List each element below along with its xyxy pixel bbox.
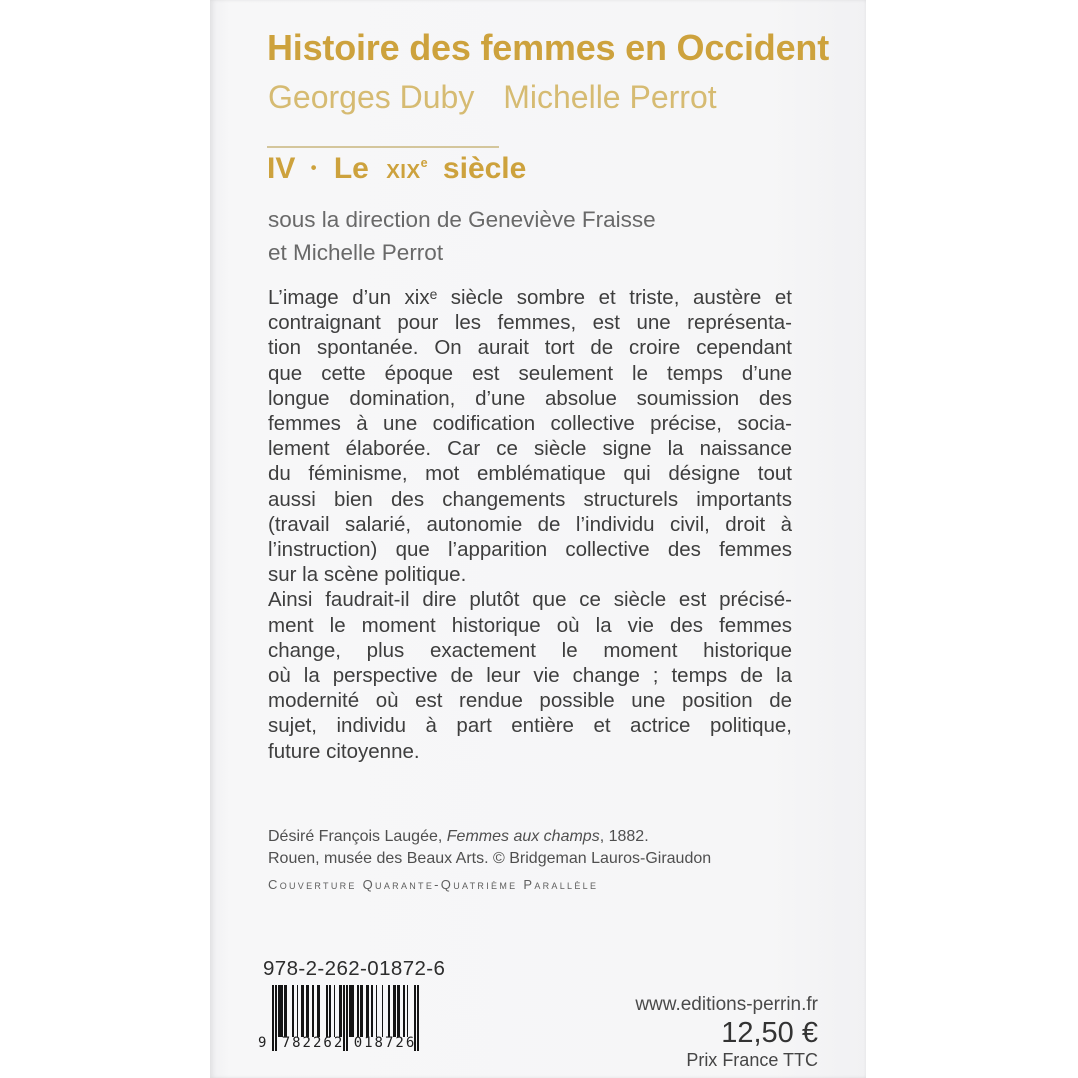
body-line: L’image d’un xixᵉ siècle sombre et triste, austère et — [268, 286, 792, 309]
book-authors — [268, 79, 717, 116]
editors-line2: et Michelle Perrot — [268, 240, 444, 265]
publisher-website: www.editions-perrin.fr — [635, 994, 818, 1015]
editors-block — [268, 203, 656, 269]
gold-divider — [267, 146, 499, 148]
body-line: Ainsi faudrait-il dire plutôt que ce siècle est précisé- — [268, 588, 792, 612]
body-line: aussi bien des changements structurels importants — [268, 487, 792, 511]
barcode-group2: 018726 — [353, 1035, 417, 1051]
volume-number: IV — [267, 152, 296, 185]
image-credit — [268, 826, 711, 869]
body-line: sujet, individu à part entière et actrice politique, — [268, 714, 792, 738]
credit-year: , 1882. — [599, 828, 649, 845]
body-line: lement élaborée. Car ce siècle signe la naissance — [268, 437, 792, 461]
credit-artist: Désiré François Laugée, — [268, 828, 447, 845]
back-cover-text — [268, 285, 792, 764]
body-line: modernité où est rendue possible une position de — [268, 689, 792, 713]
image-credit-line2: Rouen, musée des Beaux Arts. © Bridgeman Lauros-Giraudon — [268, 849, 712, 867]
barcode-lead-digit: 9 — [258, 1035, 267, 1051]
barcode — [258, 985, 422, 1057]
cover-design-credit: Couverture Quarante-Quatrième Parallèle — [268, 877, 599, 892]
barcode-group1: 782262 — [281, 1035, 345, 1051]
body-line: où la perspective de leur vie change ; temps de la — [268, 664, 792, 688]
volume-heading — [267, 152, 526, 186]
price: 12,50 € — [721, 1017, 818, 1049]
body-line: sur la scène politique. — [268, 563, 467, 587]
body-line: tion spontanée. On aurait tort de croire cependant — [268, 336, 792, 360]
body-line: femmes à une codification collective précise, socia- — [268, 412, 792, 436]
body-line: longue domination, d’une absolue soumission des — [268, 386, 792, 410]
isbn-number: 978-2-262-01872-6 — [263, 957, 446, 980]
volume-article: Le — [333, 152, 369, 185]
author-duby: Georges Duby — [268, 79, 475, 115]
book-back-cover — [210, 0, 866, 1078]
century-ordinal: e — [420, 156, 428, 170]
volume-century: XIX — [386, 161, 421, 183]
body-line: ment le moment historique où la vie des femmes — [268, 613, 792, 637]
body-line: du féminisme, mot emblématique qui désigne tout — [268, 462, 792, 486]
author-perrot: Michelle Perrot — [503, 79, 717, 115]
bullet-separator: • — [310, 159, 317, 178]
credit-artwork-title: Femmes aux champs — [446, 828, 600, 845]
editors-line1: sous la direction de Geneviève Fraisse — [268, 207, 656, 232]
book-title: Histoire des femmes en Occident — [267, 27, 829, 68]
image-credit-line1 — [268, 826, 711, 848]
body-line: change, plus exactement le moment historique — [268, 638, 792, 662]
body-line: que cette époque est seulement le temps d’une — [268, 361, 792, 385]
body-line: future citoyenne. — [268, 739, 420, 763]
barcode-bar — [417, 985, 419, 1051]
price-note: Prix France TTC — [686, 1050, 818, 1070]
body-line: (travail salarié, autonomie de l’individu civil, droit à — [268, 512, 792, 536]
body-line: l’instruction) que l’apparition collective des femmes — [268, 538, 792, 562]
volume-noun: siècle — [442, 152, 527, 185]
body-line: contraignant pour les femmes, est une représenta- — [268, 311, 792, 335]
